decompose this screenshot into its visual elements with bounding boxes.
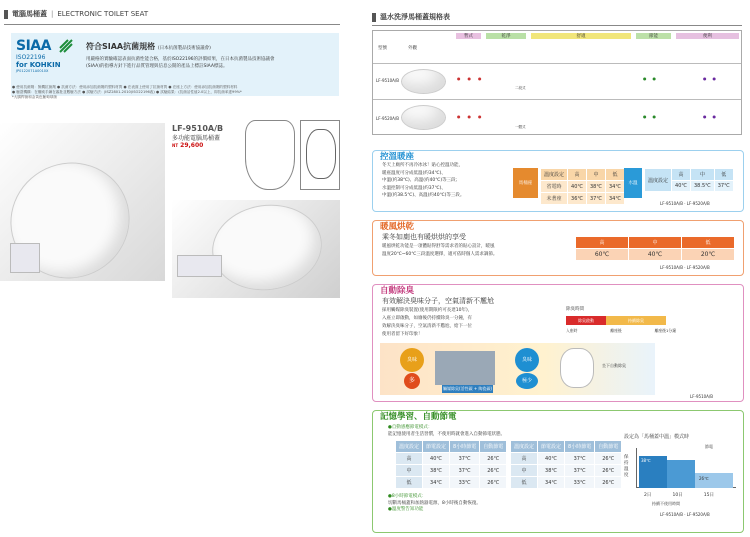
catalyst-filter-image: [435, 351, 495, 385]
memory-chart-legend: 節電: [705, 444, 713, 449]
product-model: LF-9510A/B: [172, 124, 224, 133]
spec-group-3: 節能: [636, 33, 671, 39]
left-header: 電腦馬桶蓋 | ELECTRONIC TOILET SEAT: [4, 9, 148, 19]
memory-auto: ●自動感應節電模式： 能記憶使用者生活習慣，不使用時就會進入自動節電狀態。: [388, 425, 505, 437]
siaa-body: 用嚴格的實驗確認表面抗菌性能合格，基於ISO22196的評價結果，在日本抗菌製品技術協議會 (SIAA)的指導方針下進行品質管理與信息公開的產品上標註SIAA標誌。: [86, 57, 275, 69]
temp-text: 冬天上廁所不再冷冰冰！貼心控溫功能， 暖座溫度可分成低溫(約34℃)、 中溫(約38℃)、高溫(約40℃)等三段； 水溫控制可分成低溫(約37℃)、 中溫(約38.5℃)、高溫(約40℃)等三段。: [382, 163, 465, 198]
temp-water-table: 溫度設定 高 中 低 40℃ 38.5℃ 37℃: [644, 168, 734, 192]
chart-temp2: 26℃: [699, 476, 709, 481]
product-price: NT 29,600: [172, 142, 204, 149]
dry-table: 高 中 低 60℃ 40℃ 20℃: [575, 236, 735, 261]
left-title-en: ELECTRONIC TOILET SEAT: [57, 10, 149, 18]
spec-row-image-1: [401, 69, 446, 94]
odor-start-bar: 除臭啟動: [566, 316, 606, 325]
spec-group-1: 乾淨: [486, 33, 526, 39]
spec-row-image-2: [401, 105, 446, 130]
spec-row-remote-1: 二段式: [515, 86, 526, 90]
siaa-iso: ISO22196: [16, 54, 46, 61]
temp-seat-table: 溫度設定 高 中 低 省電時 40℃ 38℃ 34℃ 未著座 36℃ 37℃ 34℃: [540, 168, 625, 205]
memory-table-1: 溫度設定 節電設定 8小時節電 自動節電 高 40℃ 37℃ 26℃ 中 38℃ 37℃ 26℃ 低 34℃ 33℃ 26℃: [395, 440, 507, 489]
chart-temp1: 38℃: [641, 458, 651, 463]
memory-chart-xaxis: 2日 10日 15日: [644, 493, 714, 498]
temp-models: LF-9510A/B · LF-9520A/B: [660, 201, 710, 206]
right-header: [372, 12, 450, 22]
spec-row-remote-2: 一體式: [515, 125, 526, 129]
memory-title: 記憶學習、自動節電: [380, 412, 457, 422]
odor-little-badge: 極少: [516, 373, 538, 389]
dry-models: LF-9510A/B · LF-9520A/B: [660, 265, 710, 270]
odor-models: LF-9510A/B: [690, 394, 713, 399]
odor-timeline: 入座時 離座後 離座後1分鐘: [566, 328, 676, 333]
memory-table-2: 溫度設定 節電設定 8小時節電 自動節電 高 40℃ 37℃ 26℃ 中 38℃ 37℃ 26℃ 低 34℃ 33℃ 26℃: [510, 440, 622, 489]
siaa-for: for KOHKIN: [16, 61, 61, 69]
odor-time-label: 除臭時間: [566, 307, 584, 312]
spec-group-4: 便利: [676, 33, 739, 39]
chart-bar-2: [667, 460, 695, 488]
temp-seat-label: 馬桶座: [513, 168, 538, 198]
dry-text: 暖風烘乾功能是一項體貼得舒等需求者的貼心設計，暖風 溫度20℃~60℃三段溫度選擇，適可依時個人需求調節。: [382, 244, 498, 257]
siaa-mark-icon: [58, 38, 74, 54]
toilet-seat-image: [0, 143, 149, 298]
spec-col-look: 外觀: [408, 46, 417, 51]
temp-water-label: 水溫: [624, 168, 642, 198]
odor-diagram: [380, 343, 655, 395]
odor-continue-bar: 持續除臭: [606, 316, 666, 325]
siaa-logo-text: SIAA: [16, 38, 51, 54]
siaa-notes: ● 使用抗菌劑：無機抗菌劑 ● 抗菌方法：使用添加抗菌劑的塑料材質 ● 在表面上使用了抗菌材質 ● 在座上方法：使用添加抗菌劑的塑料材料 ● 驗證機構：在權威手續在審批並數驗方法 ● 試驗方法：JISZ2801-2010(ISO22196改) ● 試驗結果：(抗菌活性值2.0以上，即抗菌率達99%* *大腸桿菌和金黃色葡萄球菌: [12, 85, 242, 99]
spec-col-model: 型號: [378, 46, 387, 51]
spec-table: 暫式 乾淨 舒適 節能 便利 型號 外觀 LF-9510A/B ●●● ●● ●● 二段式 LF-9520A/B ●●● ●● ●● 一體式: [372, 30, 742, 135]
odor-title: 自動除臭: [380, 286, 415, 296]
memory-chart-note: 持續不使用時間: [652, 501, 680, 506]
odor-text: 採用觸媒除臭裝置(使用期限約可長達10年)， 入座立即啟動，如廁後仍持續除臭一分鐘，有 效解決臭味分子，空氣清新不尷尬，給下一位 使用者留下好印象！: [382, 308, 473, 337]
left-title-cn: 電腦馬桶蓋: [12, 10, 47, 18]
spec-group-2: 舒適: [531, 33, 631, 39]
odor-auto-label: 坐下自動除臭: [602, 363, 626, 368]
memory-chart-title: 設定為「馬桶蓋中溫」模式時: [624, 434, 690, 440]
dimension-drawing: [300, 120, 340, 190]
siaa-code: JP0122071A0010X: [16, 69, 49, 73]
spec-group-0: 暫式: [456, 33, 481, 39]
dimension-top-view: [245, 120, 295, 190]
memory-chart: [636, 448, 736, 488]
person-on-seat-image: [560, 348, 594, 388]
product-photo-secondary: [172, 200, 340, 298]
odor-much-badge: 多: [404, 373, 420, 389]
siaa-heading: 符合SIAA抗菌規格 (日本抗菌製品技術協議會): [86, 42, 211, 51]
memory-eight: ●8小時節電模式： 切斷馬桶蓋和加熱器電源，8小時後自動恢復。 ●溫度警告知功能: [388, 494, 481, 512]
spec-row-model-2: LF-9520A/B: [376, 116, 399, 121]
memory-chart-ylabel: 保持溫度: [624, 455, 629, 478]
odor-bubble-1: 臭味: [400, 348, 424, 372]
dry-title: 暖風烘乾: [380, 222, 415, 232]
memory-models: LF-9510A/B · LF-9520A/B: [660, 512, 710, 517]
control-panel-image: [10, 243, 40, 273]
product-info: [172, 124, 223, 149]
temp-title: 控溫暖座: [380, 152, 415, 162]
dry-subtitle: 乘冬如廁也有暖烘烘的享受: [382, 233, 466, 241]
catalyst-label: 觸媒除臭(活性碳 + 陶瓷碳): [443, 386, 493, 391]
right-title: 溫水洗淨馬桶蓋規格表: [380, 13, 450, 21]
spec-row-model-1: LF-9510A/B: [376, 78, 399, 83]
product-name: 多功能電腦馬桶蓋: [172, 135, 221, 142]
odor-subtitle: 有效解決臭味分子，空氣清新不尷尬: [382, 297, 494, 305]
odor-bubble-2: 臭味: [515, 348, 539, 372]
product-photo-main: [0, 123, 165, 281]
